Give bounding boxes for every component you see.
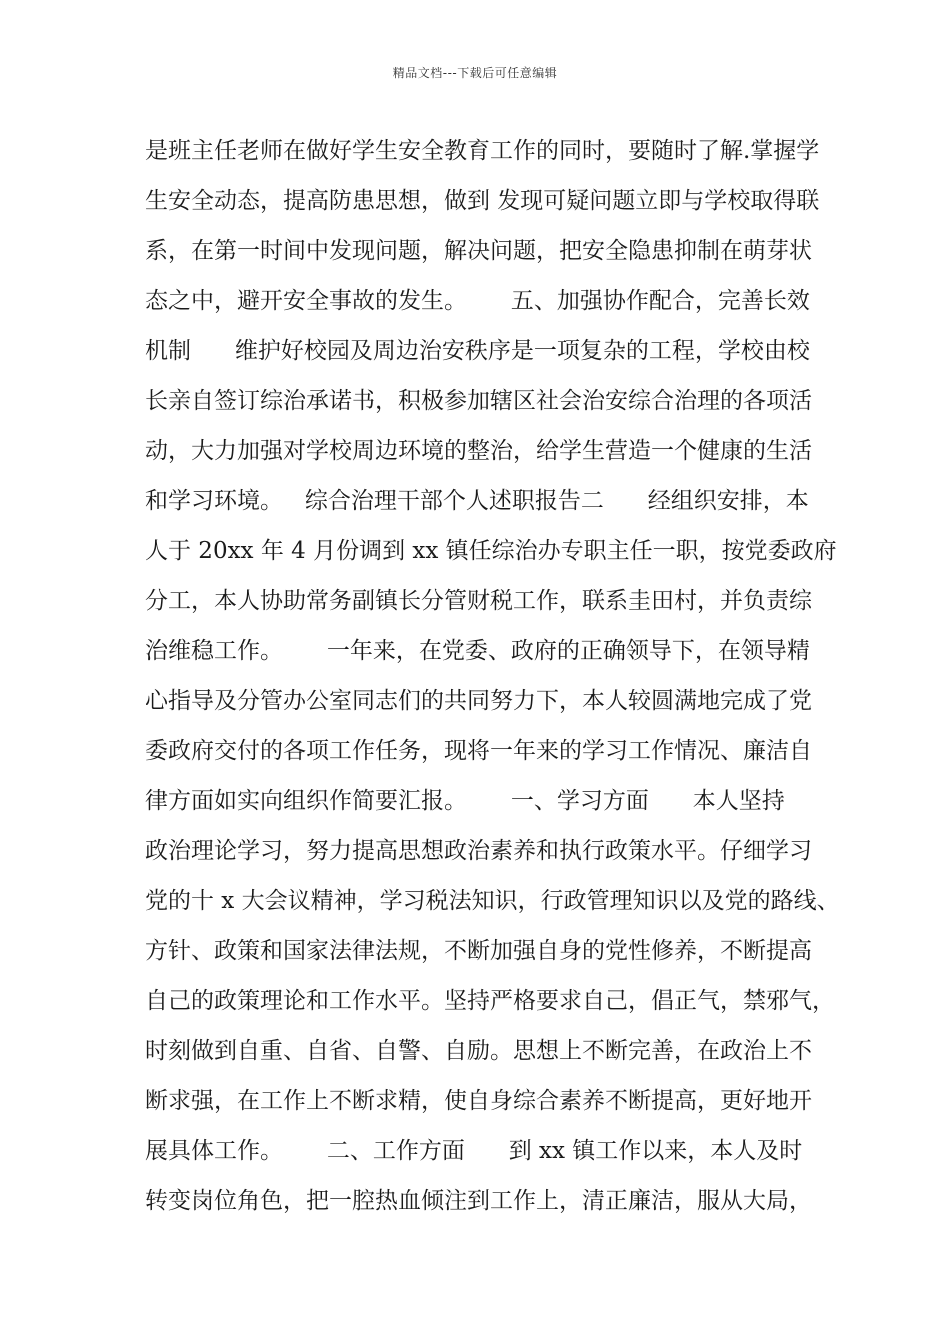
text-line: 机制 维护好校园及周边治安秩序是一项复杂的工程，学校由校 xyxy=(145,338,810,364)
text-line: 委政府交付的各项工作任务，现将一年来的学习工作情况、廉洁自 xyxy=(145,738,812,764)
text-line: 转变岗位角色，把一腔热血倾注到工作上，清正廉洁，服从大局， xyxy=(145,1188,812,1214)
text-line: 断求强，在工作上不断求精，使自身综合素养不断提高，更好地开 xyxy=(145,1088,812,1114)
text-line: 态之中，避开安全事故的发生。 五、加强协作配合，完善长效 xyxy=(145,288,810,314)
text-line: 展具体工作。 二、工作方面 到 xx 镇工作以来，本人及时 xyxy=(145,1138,803,1164)
text-line: 人于 20xx 年 4 月份调到 xx 镇任综治办专职主任一职，按党委政府 xyxy=(145,538,837,564)
text-line: 律方面如实向组织作简要汇报。 一、学习方面 本人坚持 xyxy=(145,788,785,814)
text-line: 长亲自签订综治承诺书，积极参加辖区社会治安综合治理的各项活 xyxy=(145,388,812,414)
text-line: 系，在第一时间中发现问题，解决问题，把安全隐患抑制在萌芽状 xyxy=(145,238,812,264)
text-line: 动，大力加强对学校周边环境的整治，给学生营造一个健康的生活 xyxy=(145,438,812,464)
text-line: 政治理论学习，努力提高思想政治素养和执行政策水平。仔细学习 xyxy=(145,838,812,864)
text-line: 时刻做到自重、自省、自警、自励。思想上不断完善，在政治上不 xyxy=(145,1038,812,1064)
text-line: 是班主任老师在做好学生安全教育工作的同时，要随时了解.掌握学 xyxy=(145,138,820,164)
text-line: 分工，本人协助常务副镇长分管财税工作，联系圭田村，并负责综 xyxy=(145,588,812,614)
page-header: 精品文档---下载后可任意编辑 xyxy=(392,66,558,80)
body-text xyxy=(145,131,845,1231)
text-line: 治维稳工作。 一年来，在党委、政府的正确领导下，在领导精 xyxy=(145,638,810,664)
text-line: 心指导及分管办公室同志们的共同努力下，本人较圆满地完成了党 xyxy=(145,688,812,714)
text-line: 自己的政策理论和工作水平。坚持严格要求自己，倡正气，禁邪气， xyxy=(145,988,835,1014)
text-line: 和学习环境。 综合治理干部个人述职报告二 经组织安排，本 xyxy=(145,488,809,514)
text-line: 党的十 x 大会议精神，学习税法知识，行政管理知识以及党的路线、 xyxy=(145,888,840,914)
text-line: 方针、政策和国家法律法规，不断加强自身的党性修养，不断提高 xyxy=(145,938,812,964)
text-line: 生安全动态，提高防患思想，做到 发现可疑问题立即与学校取得联 xyxy=(145,188,820,214)
